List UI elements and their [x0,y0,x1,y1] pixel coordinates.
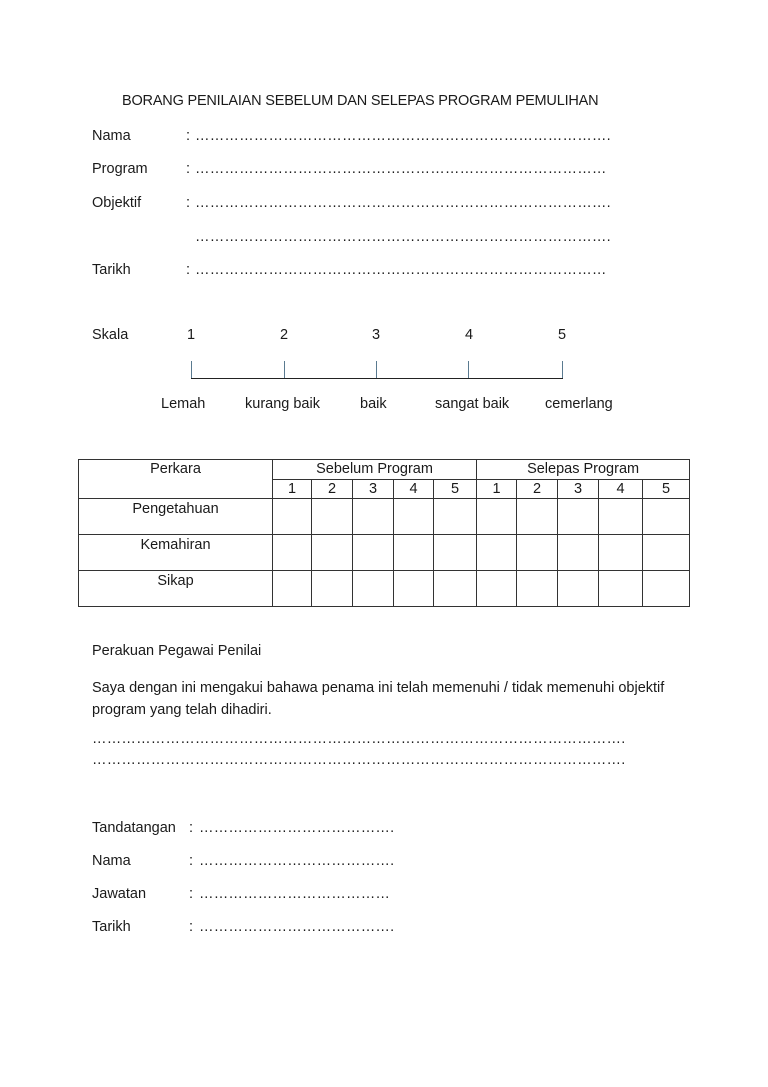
rating-cell[interactable] [558,499,599,535]
scale-tick [468,361,469,378]
field-colon: : [186,262,191,278]
scale-number: 2 [280,327,289,343]
scale-tick [376,361,377,378]
rating-header: 5 [434,480,477,499]
comment-line[interactable]: ………………………………………………………………………………………………. [92,752,626,768]
table-row [79,571,690,607]
rating-cell[interactable] [273,571,312,607]
column-header-perkara: Perkara [79,460,273,499]
rating-cell[interactable] [517,571,558,607]
field-label: Nama [92,853,131,869]
rating-cell[interactable] [643,571,690,607]
rating-cell[interactable] [312,499,353,535]
field-colon: : [189,820,194,836]
form-title: BORANG PENILAIAN SEBELUM DAN SELEPAS PROGRAM PEMULIHAN [122,93,599,109]
rating-header: 1 [477,480,517,499]
field-colon: : [189,919,194,935]
rating-cell[interactable] [353,499,394,535]
rating-cell[interactable] [434,535,477,571]
column-header-selepas: Selepas Program [477,460,690,480]
row-label: Kemahiran [79,535,273,571]
comment-line[interactable]: ………………………………………………………………………………………………. [92,731,626,747]
scale-number: 5 [558,327,567,343]
rating-cell[interactable] [477,535,517,571]
rating-cell[interactable] [517,499,558,535]
scale-description: baik [360,396,387,412]
rating-cell[interactable] [394,535,434,571]
rating-header: 4 [394,480,434,499]
field-label: Jawatan [92,886,147,902]
rating-cell[interactable] [353,535,394,571]
rating-header: 2 [312,480,353,499]
rating-cell[interactable] [434,499,477,535]
scale-description: sangat baik [435,396,510,412]
scale-label: Skala [92,327,129,343]
table-header-row [79,460,690,480]
field-label: Tandatangan [92,820,176,836]
fill-in-line[interactable]: …………………………………. [199,919,395,935]
fill-in-line[interactable]: …………………………………………………………………………. [195,229,611,245]
field-label: Objektif [92,195,142,211]
scale-tick [191,361,192,378]
rating-header: 1 [273,480,312,499]
fill-in-line[interactable]: …………………………………………………………………………. [195,128,611,144]
table-row [79,535,690,571]
rating-cell[interactable] [517,535,558,571]
rating-header: 3 [353,480,394,499]
rating-header: 4 [599,480,643,499]
rating-cell[interactable] [312,535,353,571]
rating-cell[interactable] [273,499,312,535]
rating-cell[interactable] [394,499,434,535]
rating-cell[interactable] [434,571,477,607]
column-header-sebelum: Sebelum Program [273,460,477,480]
rating-cell[interactable] [353,571,394,607]
row-label: Pengetahuan [79,499,273,535]
field-colon: : [189,853,194,869]
rating-cell[interactable] [599,571,643,607]
table-row [79,499,690,535]
rating-cell[interactable] [599,535,643,571]
field-colon: : [186,128,191,144]
scale-description: kurang baik [245,396,320,412]
field-colon: : [186,195,191,211]
rating-cell[interactable] [558,535,599,571]
fill-in-line[interactable]: …………………………………………………………………………. [195,195,611,211]
rating-cell[interactable] [273,535,312,571]
field-colon: : [186,161,191,177]
rating-header: 5 [643,480,690,499]
certification-statement: Saya dengan ini mengakui bahawa penama ini telah memenuhi / tidak memenuhi objektif program yang telah dihadiri. [92,680,665,718]
fill-in-line[interactable]: …………………………………. [199,853,395,869]
fill-in-line[interactable]: ………………………………………………………………………… [195,262,607,278]
rating-header: 2 [517,480,558,499]
field-label: Tarikh [92,919,131,935]
scale-axis-line [191,378,563,379]
scale-number: 1 [187,327,196,343]
field-label: Nama [92,128,131,144]
fill-in-line[interactable]: …………………………………. [199,820,395,836]
scale-description: cemerlang [545,396,613,412]
assessment-table [78,459,690,607]
scale-tick [562,361,563,378]
scale-number: 4 [465,327,474,343]
rating-header: 3 [558,480,599,499]
scale-description: Lemah [161,396,206,412]
rating-cell[interactable] [477,571,517,607]
rating-cell[interactable] [394,571,434,607]
row-label: Sikap [79,571,273,607]
field-label: Program [92,161,148,177]
scale-tick [284,361,285,378]
certification-title: Perakuan Pegawai Penilai [92,643,262,659]
rating-cell[interactable] [643,499,690,535]
rating-cell[interactable] [558,571,599,607]
rating-cell[interactable] [643,535,690,571]
rating-cell[interactable] [477,499,517,535]
field-colon: : [189,886,194,902]
fill-in-line[interactable]: ………………………………… [199,886,391,902]
fill-in-line[interactable]: ………………………………………………………………………… [195,161,607,177]
rating-cell[interactable] [312,571,353,607]
field-label: Tarikh [92,262,131,278]
rating-cell[interactable] [599,499,643,535]
scale-number: 3 [372,327,381,343]
